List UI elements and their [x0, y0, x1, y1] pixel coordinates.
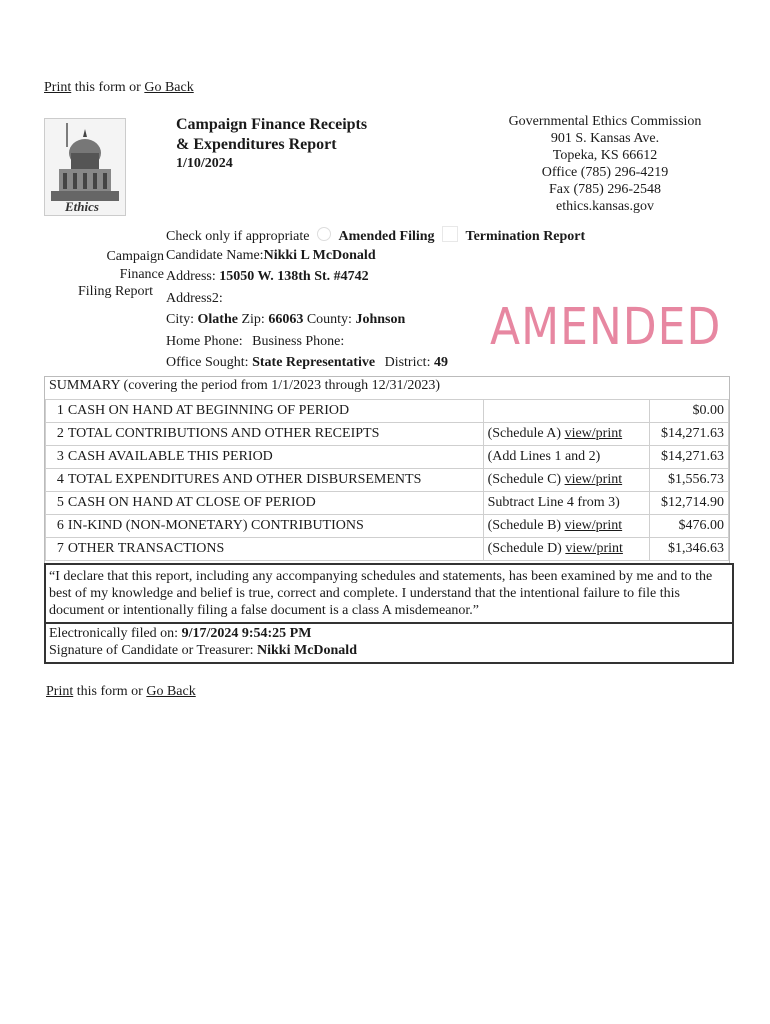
line-amount: $0.00 [650, 400, 729, 423]
line-number: 3 [46, 446, 66, 469]
county-label: County: [306, 312, 352, 327]
filed-value: 9/17/2024 9:54:25 PM [181, 626, 312, 641]
line-number: 4 [46, 469, 66, 492]
title-line-1: Campaign Finance Receipts [176, 116, 368, 133]
declaration-box [44, 563, 734, 624]
city-value: Olathe [197, 312, 238, 327]
signature-label: Signature of Candidate or Treasurer: [49, 643, 254, 658]
amended-stamp: AMENDED [490, 298, 722, 357]
schedule-cell [483, 515, 650, 538]
summary-row [46, 400, 729, 423]
line-amount: $1,346.63 [650, 538, 729, 561]
amended-checkbox[interactable] [317, 227, 331, 241]
schedule-label: (Schedule D) [487, 541, 562, 556]
phone-row [166, 334, 344, 350]
line-amount: $12,714.90 [650, 492, 729, 515]
view-print-link[interactable]: view/print [564, 518, 623, 533]
signature-row [49, 642, 729, 659]
line-amount: $1,556.73 [650, 469, 729, 492]
side-label-campaign: Campaign [106, 249, 164, 264]
view-print-link[interactable]: view/print [564, 472, 623, 487]
termination-label: Termination Report [465, 229, 586, 244]
go-back-link-bottom[interactable]: Go Back [146, 684, 196, 699]
check-prompt: Check only if appropriate [166, 229, 310, 244]
line-description: CASH ON HAND AT BEGINNING OF PERIOD [66, 400, 483, 423]
report-date: 1/10/2024 [176, 156, 233, 171]
address2-label: Address2: [166, 291, 223, 306]
side-label [96, 248, 164, 284]
view-print-link[interactable]: view/print [565, 541, 623, 556]
city-label: City: [166, 312, 195, 327]
business-phone-label: Business Phone: [252, 334, 345, 349]
view-print-link[interactable]: view/print [564, 426, 623, 441]
check-row [166, 226, 585, 245]
summary-row [46, 446, 729, 469]
filing-info-box [44, 622, 734, 664]
summary-header: SUMMARY (covering the period from 1/1/2023 through 12/31/2023) [49, 378, 441, 393]
commission-website: ethics.kansas.gov [556, 199, 654, 214]
schedule-cell [483, 538, 650, 561]
address2-row [166, 291, 223, 307]
candidate-name-row [166, 248, 376, 264]
schedule-label: (Add Lines 1 and 2) [487, 449, 601, 464]
commission-street: 901 S. Kansas Ave. [550, 131, 660, 146]
zip-label: Zip: [241, 312, 265, 327]
nav-text: this form or [74, 80, 141, 95]
home-phone-label: Home Phone: [166, 334, 243, 349]
schedule-label: Subtract Line 4 from 3) [487, 495, 620, 510]
commission-city: Topeka, KS 66612 [552, 148, 658, 163]
office-row [166, 355, 448, 371]
side-label-finance: Finance [119, 267, 164, 282]
zip-value: 66063 [268, 312, 304, 327]
candidate-name-value: Nikki L McDonald [263, 248, 376, 263]
summary-row [46, 515, 729, 538]
report-title [176, 115, 367, 155]
nav-text-bottom: this form or [76, 684, 143, 699]
ethics-seal-logo [44, 118, 126, 216]
go-back-link[interactable]: Go Back [144, 80, 194, 95]
summary-panel [44, 376, 730, 564]
schedule-cell [483, 492, 650, 515]
termination-checkbox[interactable] [442, 226, 458, 242]
district-label: District: [384, 355, 431, 370]
city-row [166, 312, 405, 328]
declaration-text: “I declare that this report, including any accompanying schedules and statements, has been examined by me and to the best of my knowledge and belief is true, correct and complete. I understand that the intentional failure to file this document or intentionally filing a false document is a class A misdemeanor.” [49, 569, 713, 618]
schedule-label: (Schedule C) [487, 472, 562, 487]
bottom-nav [46, 684, 196, 700]
schedule-label: (Schedule A) [487, 426, 562, 441]
line-description: TOTAL EXPENDITURES AND OTHER DISBURSEMENTS [66, 469, 483, 492]
top-nav [44, 80, 194, 96]
line-description: OTHER TRANSACTIONS [66, 538, 483, 561]
line-description: CASH AVAILABLE THIS PERIOD [66, 446, 483, 469]
print-link[interactable]: Print [44, 80, 72, 95]
summary-row [46, 538, 729, 561]
line-number: 2 [46, 423, 66, 446]
schedule-label: (Schedule B) [487, 518, 562, 533]
summary-table [45, 399, 729, 561]
commission-fax: Fax (785) 296-2548 [549, 182, 661, 197]
address-label: Address: [166, 269, 216, 284]
district-value: 49 [433, 355, 448, 370]
summary-row [46, 423, 729, 446]
print-link-bottom[interactable]: Print [46, 684, 74, 699]
office-value: State Representative [252, 355, 376, 370]
schedule-cell [483, 423, 650, 446]
signature-value: Nikki McDonald [257, 643, 357, 658]
title-line-2: & Expenditures Report [176, 136, 337, 153]
amended-label: Amended Filing [338, 229, 435, 244]
filed-label: Electronically filed on: [49, 626, 179, 641]
line-amount: $14,271.63 [650, 446, 729, 469]
candidate-name-label: Candidate Name: [166, 248, 264, 263]
line-amount: $14,271.63 [650, 423, 729, 446]
line-number: 7 [46, 538, 66, 561]
filed-row [49, 625, 729, 642]
line-number: 1 [46, 400, 66, 423]
summary-row [46, 492, 729, 515]
address-value: 15050 W. 138th St. #4742 [219, 269, 369, 284]
line-number: 6 [46, 515, 66, 538]
line-description: IN-KIND (NON-MONETARY) CONTRIBUTIONS [66, 515, 483, 538]
summary-row [46, 469, 729, 492]
commission-address [480, 113, 730, 215]
office-label: Office Sought: [166, 355, 249, 370]
line-number: 5 [46, 492, 66, 515]
logo-text: Ethics [65, 199, 99, 214]
county-value: Johnson [355, 312, 406, 327]
schedule-cell [483, 446, 650, 469]
line-amount: $476.00 [650, 515, 729, 538]
line-description: CASH ON HAND AT CLOSE OF PERIOD [66, 492, 483, 515]
schedule-cell [483, 400, 650, 423]
address-row [166, 269, 369, 285]
side-label-filing-report: Filing Report [78, 284, 154, 299]
line-description: TOTAL CONTRIBUTIONS AND OTHER RECEIPTS [66, 423, 483, 446]
commission-name: Governmental Ethics Commission [508, 114, 702, 129]
schedule-cell [483, 469, 650, 492]
commission-office-phone: Office (785) 296-4219 [541, 165, 669, 180]
